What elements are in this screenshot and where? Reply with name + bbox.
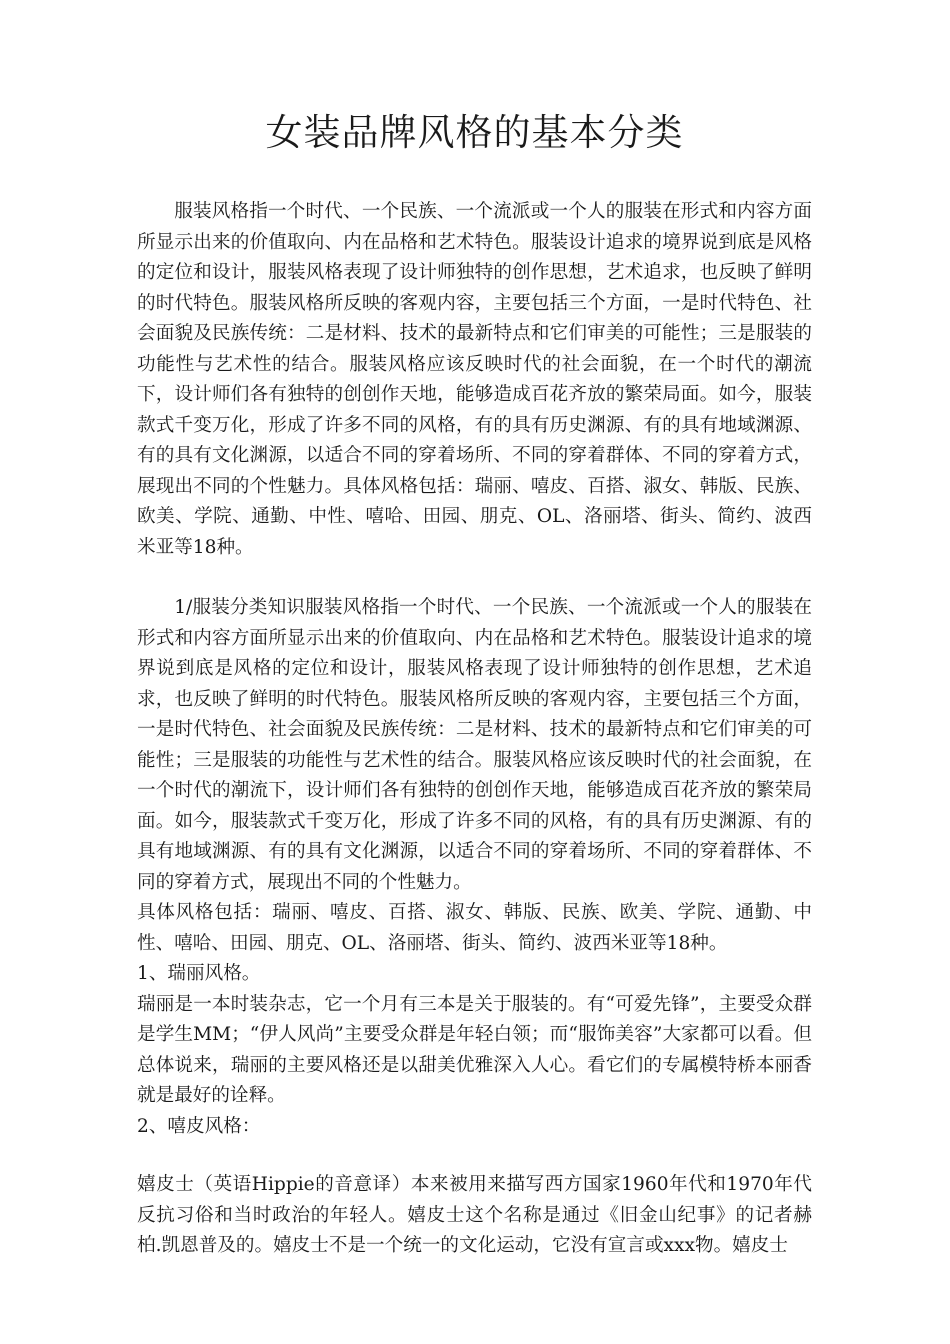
paragraph-spacer bbox=[137, 1142, 812, 1170]
document-title: 女装品牌风格的基本分类 bbox=[265, 111, 684, 154]
section-heading-hippie: 2、嘻皮风格： bbox=[137, 1115, 261, 1137]
ruili-paragraph: 瑞丽是一本时装杂志，它一个月有三本是关于服装的。有“可爱先锋”，主要受众群是学生MM；“伊人风尚”主要受众群是年轻白领；而“服饰美容”大家都可以看。但总体说来，瑞丽的主要风格还是以甜美优雅深入人心。看它们的专属模特桥本丽香就是最好的诠释。 bbox=[137, 993, 812, 1106]
section-heading-ruili: 1、瑞丽风格。 bbox=[137, 963, 261, 984]
intro-paragraph: 服装风格指一个时代、一个民族、一个流派或一个人的服装在形式和内容方面所显示出来的价值取向、内在品格和艺术特色。服装设计追求的境界说到底是风格的定位和设计，服装风格表现了设计师独特的创作思想，艺术追求，也反映了鲜明的时代特色。服装风格所反映的客观内容，主要包括三个方面，一是时代特色、社会面貌及民族传统：二是材料、技术的最新特点和它们审美的可能性；三是服装的功能性与艺术性的结合。服装风格应该反映时代的社会面貌，在一个时代的潮流下，设计师们各有独特的创创作天地，能够造成百花齐放的繁荣局面。如今，服装款式千变万化，形成了许多不同的风格，有的具有历史渊源、有的具有地域渊源、有的具有文化渊源，以适合不同的穿着场所、不同的穿着群体、不同的穿着方式，展现出不同的个性魅力。具体风格包括：瑞丽、嘻皮、百搭、淑女、韩版、民族、欧美、学院、通勤、中性、嘻哈、田园、朋克、OL、洛丽塔、街头、简约、波西米亚等18种。 bbox=[137, 201, 812, 558]
paragraph-spacer bbox=[137, 563, 812, 593]
document-page bbox=[137, 0, 812, 1262]
hippie-paragraph: 嬉皮士（英语Hippie的音意译）本来被用来描写西方国家1960年代和1970年代反抗习俗和当时政治的年轻人。嬉皮士这个名称是通过《旧金山纪事》的记者赫柏.凯恩普及的。嬉皮士不是一个统一的文化运动，它没有宣言或xxx物。嬉皮士 bbox=[137, 1174, 812, 1256]
styles-list-paragraph: 具体风格包括：瑞丽、嘻皮、百搭、淑女、韩版、民族、欧美、学院、通勤、中性、嘻哈、田园、朋克、OL、洛丽塔、街头、简约、波西米亚等18种。 bbox=[137, 902, 812, 954]
classification-paragraph: 1/服装分类知识服装风格指一个时代、一个民族、一个流派或一个人的服装在形式和内容方面所显示出来的价值取向、内在品格和艺术特色。服装设计追求的境界说到底是风格的定位和设计，服装风格表现了设计师独特的创作思想，艺术追求，也反映了鲜明的时代特色。服装风格所反映的客观内容，主要包括三个方面，一是时代特色、社会面貌及民族传统：二是材料、技术的最新特点和它们审美的可能性；三是服装的功能性与艺术性的结合。服装风格应该反映时代的社会面貌，在一个时代的潮流下，设计师们各有独特的创创作天地，能够造成百花齐放的繁荣局面。如今，服装款式千变万化，形成了许多不同的风格，有的具有历史渊源、有的具有地域渊源、有的具有文化渊源，以适合不同的穿着场所、不同的穿着群体、不同的穿着方式，展现出不同的个性魅力。 bbox=[137, 597, 812, 893]
